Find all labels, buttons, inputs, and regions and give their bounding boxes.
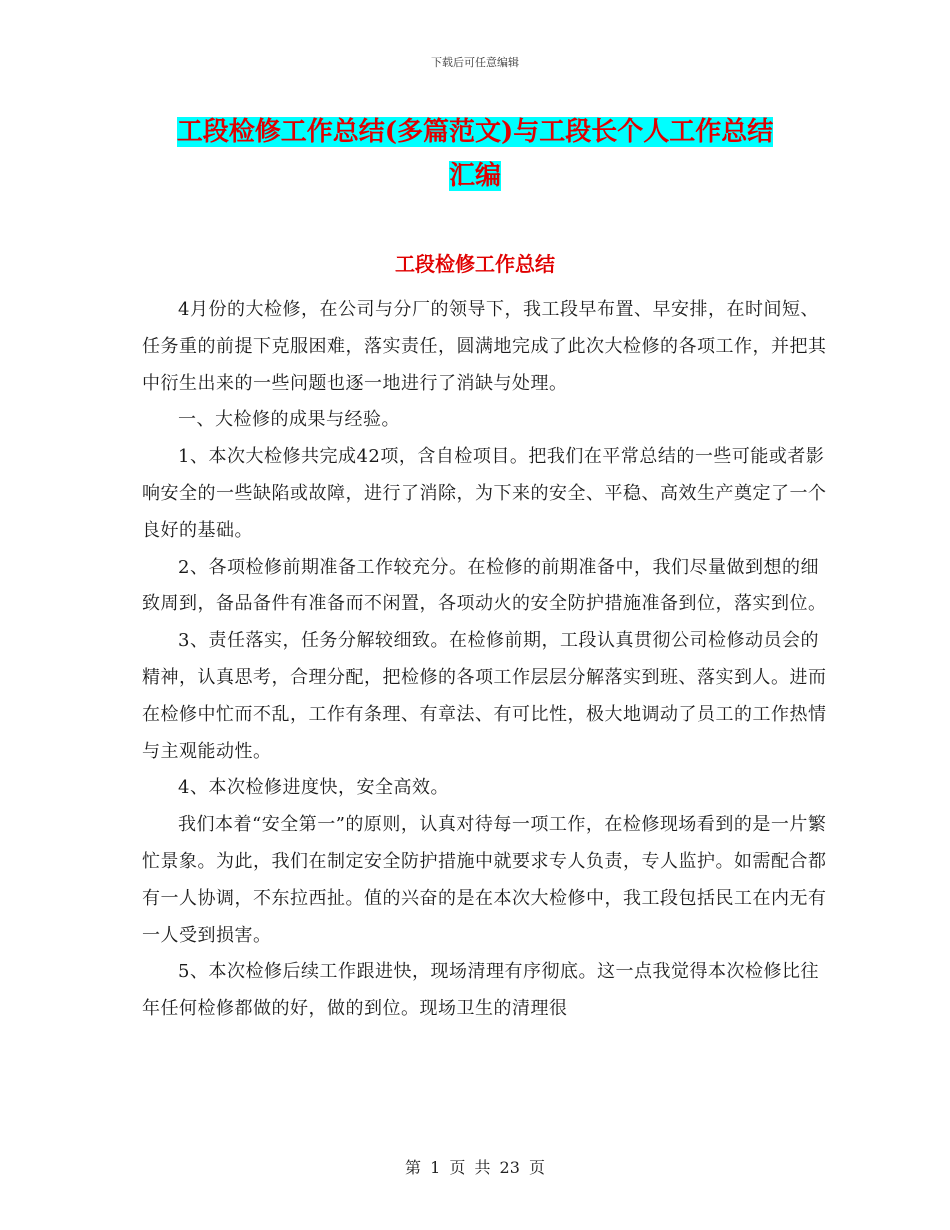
- paragraph: 1、本次大检修共完成42项，含自检项目。把我们在平常总结的一些可能或者影响安全的一些缺陷或故障，进行了消除，为下来的安全、平稳、高效生产奠定了一个良好的基础。: [142, 446, 827, 541]
- section-title: 工段检修工作总结: [395, 252, 555, 276]
- paragraph: 我们本着“安全第一”的原则，认真对待每一项工作，在检修现场看到的是一片繁忙景象。为此，我们在制定安全防护措施中就要求专人负责，专人监护。如需配合都有一人协调，不东拉西扯。值的兴奋的是在本次大检修中，我工段包括民工在内无有一人受到损害。: [142, 814, 827, 946]
- document-title-line-2: 汇编: [448, 161, 501, 191]
- document-title: [0, 110, 950, 198]
- paragraph: 4、本次检修进度快，安全高效。: [178, 777, 449, 799]
- document-title-line-1: 工段检修工作总结(多篇范文)与工段长个人工作总结: [176, 117, 774, 147]
- header-note: 下载后可任意编辑: [431, 56, 519, 69]
- paragraph: 一、大检修的成果与经验。: [178, 409, 400, 431]
- paragraph: 3、责任落实，任务分解较细致。在检修前期，工段认真贯彻公司检修动员会的精神，认真思考，合理分配，把检修的各项工作层层分解落实到班、落实到人。进而在检修中忙而不乱，工作有条理、有章法、有可比性，极大地调动了员工的工作热情与主观能动性。: [142, 630, 827, 762]
- paragraph: 2、各项检修前期准备工作较充分。在检修的前期准备中，我们尽量做到想的细致周到，备品备件有准备而不闲置，各项动火的安全防护措施准备到位，落实到位。: [142, 556, 827, 615]
- page-number: 第 1 页 共 23 页: [405, 1158, 545, 1177]
- paragraph: 4月份的大检修，在公司与分厂的领导下，我工段早布置、早安排，在时间短、任务重的前提下克服困难，落实责任，圆满地完成了此次大检修的各项工作，并把其中衍生出来的一些问题也逐一地进行了消缺与处理。: [142, 299, 827, 394]
- paragraph: 5、本次检修后续工作跟进快，现场清理有序彻底。这一点我觉得本次检修比往年任何检修都做的好，做的到位。现场卫生的清理很: [142, 961, 819, 1020]
- body-text: [142, 292, 832, 1028]
